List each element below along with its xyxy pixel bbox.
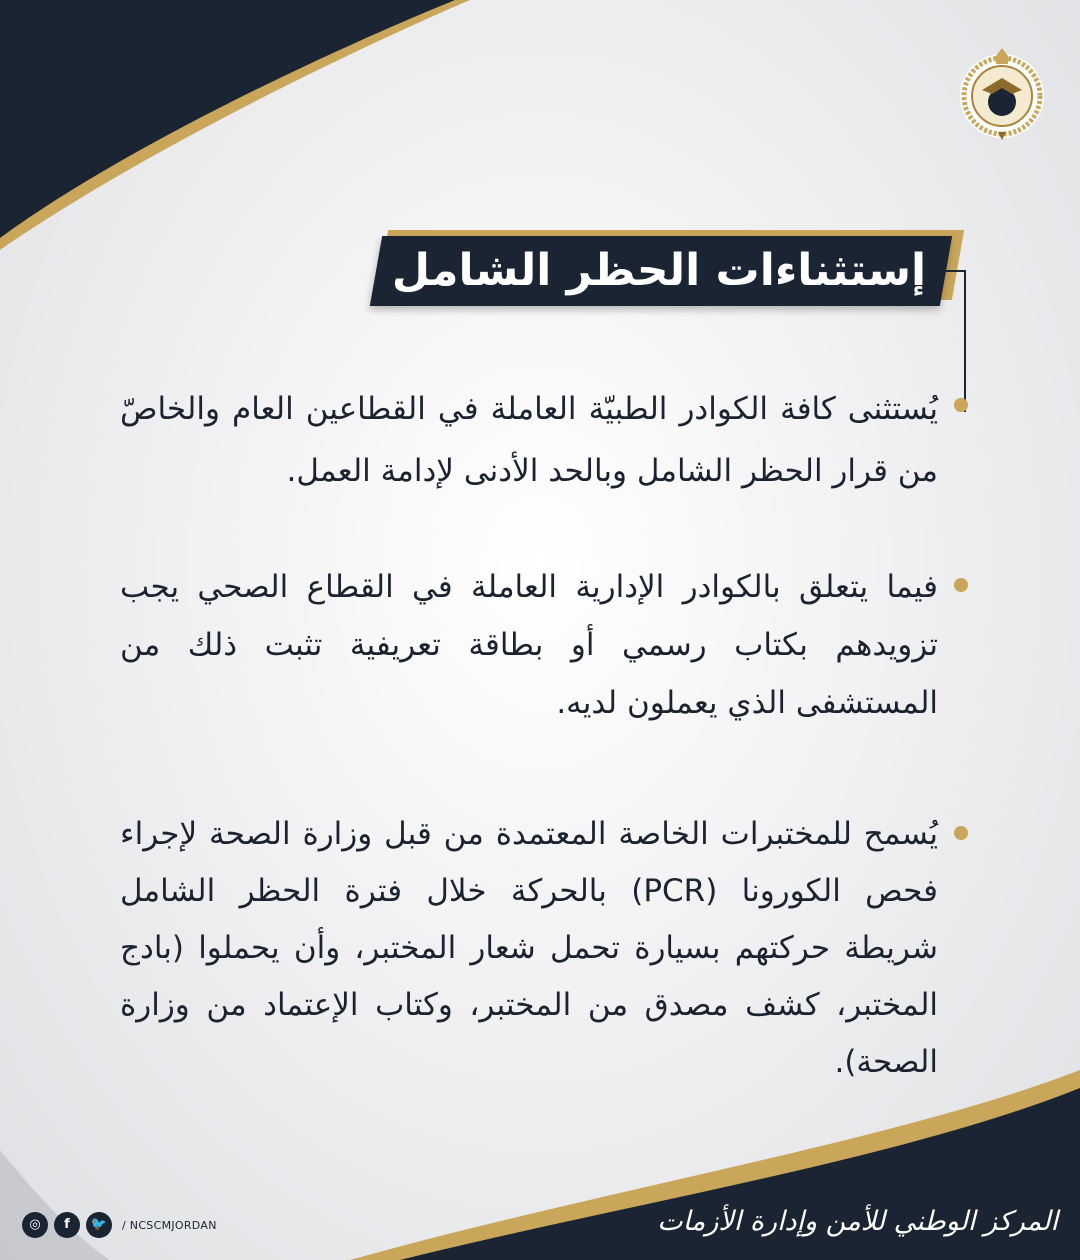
social-links bbox=[22, 1212, 217, 1238]
social-handle[interactable]: / NCSCMJORDAN bbox=[122, 1218, 217, 1232]
instagram-icon[interactable]: ◎ bbox=[22, 1212, 48, 1238]
facebook-icon[interactable]: f bbox=[54, 1212, 80, 1238]
exception-item-3: يُسمح للمختبرات الخاصة المعتمدة من قبل وزارة الصحة لإجراء فحص الكورونا (PCR) بالحركة خلال فترة الحظر الشامل شريطة حركتهم بسيارة تحمل شعار المختبر، وأن يحملوا (بادج المختبر، كشف مصدق من المختبر، وكتاب الإعتماد من وزارة الصحة). bbox=[120, 816, 938, 1080]
bullet-icon bbox=[954, 826, 968, 840]
twitter-icon[interactable]: 🐦 bbox=[86, 1212, 112, 1238]
exception-item-1: يُستثنى كافة الكوادر الطبيّة العاملة في القطاعين العام والخاصّ من قرار الحظر الشامل وبالحد الأدنى لإدامة العمل. bbox=[120, 391, 938, 489]
title-banner bbox=[372, 230, 960, 312]
page-title: إستثناءات الحظر الشامل bbox=[391, 245, 927, 296]
bullet-icon bbox=[954, 578, 968, 592]
exception-item-2: فيما يتعلق بالكوادر الإدارية العاملة في القطاع الصحي يجب تزويدهم بكتاب رسمي أو بطاقة تعريفية تثبت ذلك من المستشفى الذي يعملون لديه. bbox=[120, 569, 938, 721]
organization-signature: المركز الوطني للأمن وإدارة الأزمات bbox=[657, 1206, 1058, 1237]
title-connector-line bbox=[940, 270, 966, 412]
bullet-icon bbox=[954, 398, 968, 412]
ncscm-emblem-icon bbox=[956, 44, 1048, 144]
